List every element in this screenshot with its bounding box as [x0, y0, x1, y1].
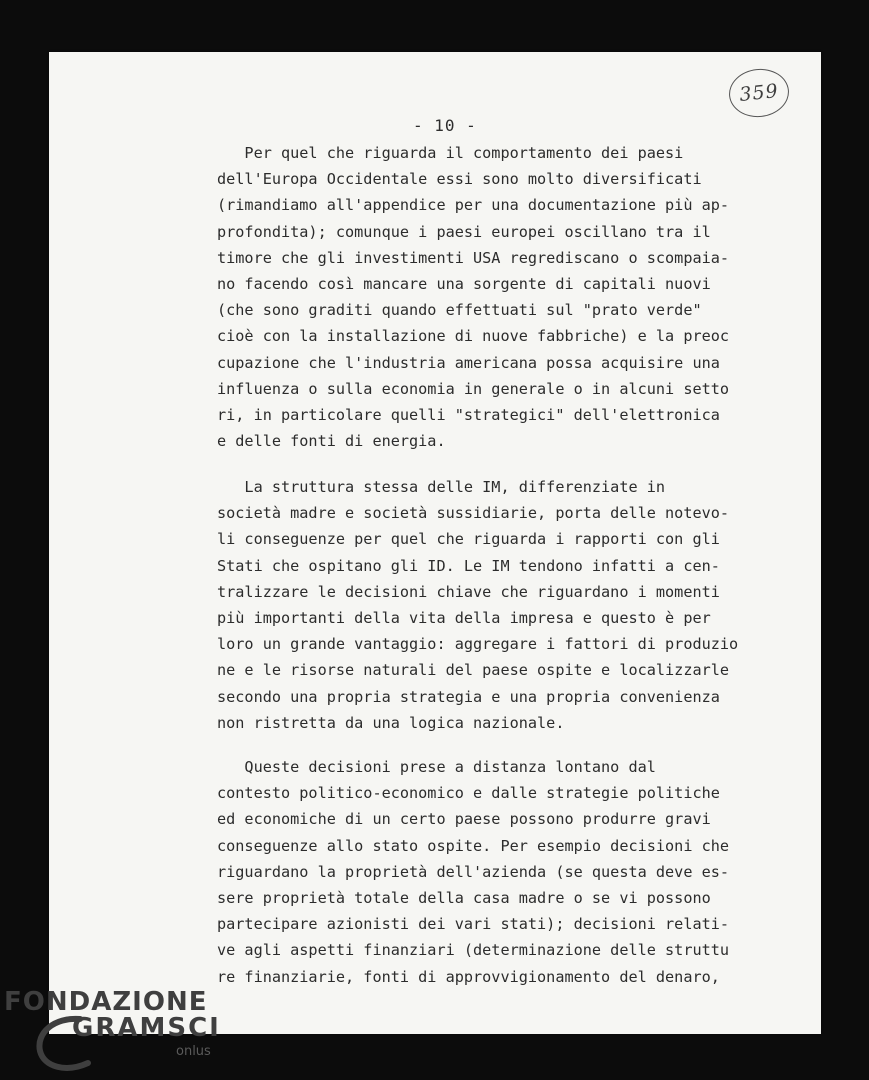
text-line: timore che gli investimenti USA regrediscano o scompaia- [217, 248, 730, 267]
text-line: li conseguenze per quel che riguarda i rapporti con gli [217, 530, 720, 549]
text-line: e delle fonti di energia. [217, 432, 446, 451]
text-line: (che sono graditi quando effettuati sul "prato verde" [217, 301, 702, 320]
text-line: contesto politico-economico e dalle strategie politiche [217, 784, 720, 803]
text-line: profondita); comunque i paesi europei oscillano tra il [217, 222, 711, 241]
text-line: ed economiche di un certo paese possono produrre gravi [217, 810, 711, 829]
text-line: Queste decisioni prese a distanza lontano dal [217, 758, 656, 776]
text-line: cupazione che l'industria americana possa acquisire una [217, 353, 720, 372]
text-line: (rimandiamo all'appendice per una documentazione più ap- [217, 196, 730, 215]
text-line: dell'Europa Occidentale essi sono molto diversificati [217, 170, 702, 189]
text-line: più importanti della vita della impresa e questo è per [217, 609, 711, 627]
text-line: non ristretta da una logica nazionale. [217, 713, 565, 732]
text-line: riguardano la proprietà dell'azienda (se questa deve es- [217, 862, 730, 881]
archive-number: 359 [738, 80, 780, 106]
text-line: ne e le risorse naturali del paese ospite e localizzarle [217, 661, 730, 680]
text-line: cioè con la installazione di nuove fabbriche) e la preoc [217, 327, 730, 346]
text-line: partecipare azionisti dei vari stati); decisioni relati- [217, 915, 730, 934]
text-line: tralizzare le decisioni chiave che riguardano i momenti [217, 582, 720, 601]
text-line: La struttura stessa delle IM, differenziate in [217, 478, 666, 496]
text-line: loro un grande vantaggio: aggregare i fattori di produzio [217, 635, 739, 654]
watermark-line-3: onlus [176, 1044, 211, 1059]
text-line: re finanziarie, fonti di approvvigionamento del denaro, [217, 967, 720, 986]
document-page [49, 52, 821, 1034]
text-line: influenza o sulla economia in generale o in alcuni setto [217, 379, 730, 398]
text-line: Stati che ospitano gli ID. Le IM tendono infatti a cen- [217, 556, 720, 575]
text-line: Per quel che riguarda il comportamento dei paesi [217, 144, 684, 162]
text-line: ri, in particolare quelli "strategici" dell'elettronica [217, 406, 720, 424]
watermark-line-2: GRAMSCI [72, 1013, 221, 1043]
text-line: ve agli aspetti finanziari (determinazione delle struttu [217, 941, 730, 960]
text-line: sere proprietà totale della casa madre o se vi possono [217, 889, 711, 907]
watermark-line-1: FONDAZIONE [4, 987, 208, 1017]
text-line: secondo una propria strategia e una propria convenienza [217, 687, 720, 706]
page-number: - 10 - [413, 116, 477, 135]
watermark-logo [0, 985, 230, 1080]
archive-number-stamp [727, 66, 792, 120]
text-line: società madre e società sussidiarie, porta delle notevo- [217, 504, 730, 523]
text-line: conseguenze allo stato ospite. Per esempio decisioni che [217, 836, 730, 855]
text-line: no facendo così mancare una sorgente di capitali nuovi [217, 275, 711, 293]
